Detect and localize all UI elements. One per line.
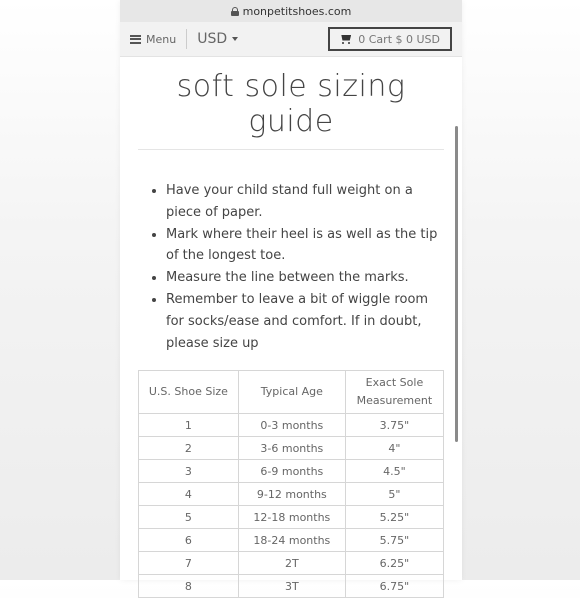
table-row — [139, 414, 444, 437]
sizing-table — [138, 370, 444, 598]
site-header — [120, 22, 462, 57]
table-row — [139, 552, 444, 575]
cell-measurement: 5" — [345, 483, 443, 506]
cell-measurement: 4.5" — [345, 460, 443, 483]
lock-icon — [231, 7, 239, 16]
cell-size: 4 — [139, 483, 239, 506]
cart-button[interactable] — [328, 27, 452, 51]
cell-age: 0-3 months — [238, 414, 345, 437]
table-row — [139, 529, 444, 552]
cell-age: 9-12 months — [238, 483, 345, 506]
currency-selector[interactable] — [197, 31, 238, 47]
list-item: • Measure the line between the marks. — [166, 267, 448, 289]
scrollbar[interactable] — [455, 126, 458, 442]
cell-measurement: 5.25" — [345, 506, 443, 529]
menu-button[interactable] — [130, 33, 176, 46]
cell-measurement: 6.25" — [345, 552, 443, 575]
table-row — [139, 460, 444, 483]
nav-divider — [186, 29, 187, 49]
menu-label: Menu — [146, 32, 177, 46]
table-row — [139, 506, 444, 529]
cell-age: 6-9 months — [238, 460, 345, 483]
cart-label: 0 Cart $ 0 USD — [358, 32, 440, 46]
list-item: • Remember to leave a bit of wiggle room for socks/ease and comfort. If in doubt, please size up — [166, 289, 448, 354]
cell-age: 2T — [238, 552, 345, 575]
table-header-row — [139, 371, 444, 414]
cell-size: 8 — [139, 575, 239, 598]
cell-size: 1 — [139, 414, 239, 437]
currency-label: USD — [197, 31, 228, 47]
header-typical-age: Typical Age — [238, 371, 345, 414]
cell-age: 3T — [238, 575, 345, 598]
cell-size: 5 — [139, 506, 239, 529]
cell-size: 2 — [139, 437, 239, 460]
cell-size: 7 — [139, 552, 239, 575]
table-row — [139, 437, 444, 460]
url-text: monpetitshoes.com — [242, 4, 352, 18]
main-content — [120, 69, 462, 598]
header-sole-measurement: Exact Sole Measurement — [345, 371, 443, 414]
cell-size: 3 — [139, 460, 239, 483]
header-shoe-size: U.S. Shoe Size — [139, 371, 239, 414]
list-item: • Have your child stand full weight on a piece of paper. — [166, 180, 448, 224]
cell-measurement: 5.75" — [345, 529, 443, 552]
table-row — [139, 575, 444, 598]
cell-measurement: 6.75" — [345, 575, 443, 598]
list-item: • Mark where their heel is as well as the tip of the longest toe. — [166, 224, 448, 268]
caret-down-icon — [232, 37, 238, 41]
cell-measurement: 4" — [345, 437, 443, 460]
table-row — [139, 483, 444, 506]
cell-measurement: 3.75" — [345, 414, 443, 437]
page-title: soft sole sizing guide — [138, 69, 444, 150]
hamburger-icon — [130, 35, 141, 44]
cell-size: 6 — [139, 529, 239, 552]
browser-url-bar[interactable] — [120, 0, 462, 22]
cart-icon — [340, 34, 353, 45]
instructions-list — [138, 180, 448, 354]
cell-age: 3-6 months — [238, 437, 345, 460]
phone-screen — [120, 0, 462, 593]
cell-age: 18-24 months — [238, 529, 345, 552]
cell-age: 12-18 months — [238, 506, 345, 529]
